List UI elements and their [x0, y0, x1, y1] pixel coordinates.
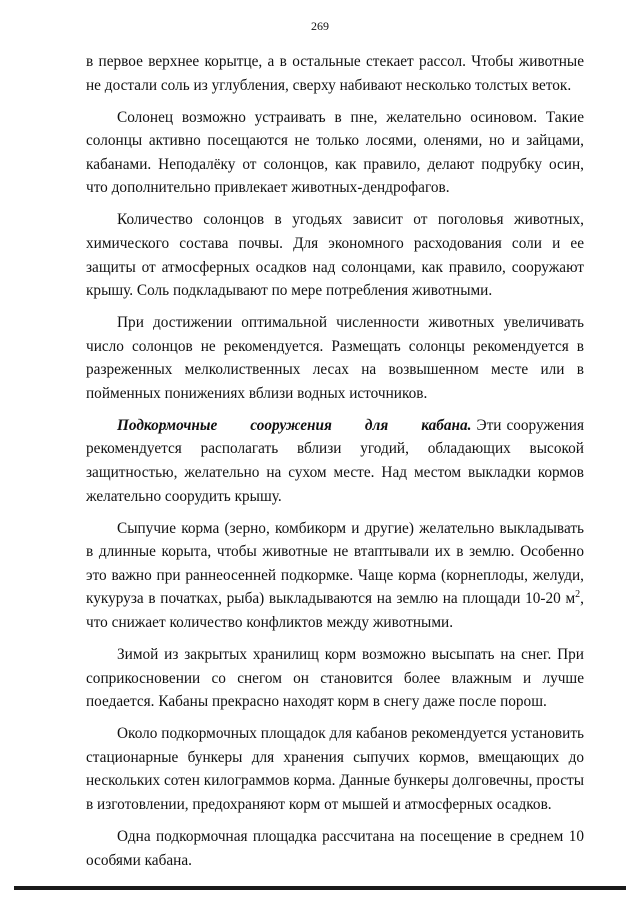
- paragraph-2: Солонец возможно устраивать в пне, желательно осиновом. Такие солонцы активно посещаются не только лосями, оленями, но и зайцами, кабанами. Неподалёку от солонцов, как правило, делают подрубку осин, что дополнительно привлекает животных-дендрофагов.: [86, 108, 584, 197]
- paragraph-5: [86, 414, 584, 508]
- superscript: 2: [575, 589, 581, 601]
- body-text: [86, 50, 584, 881]
- paragraph-6-tail: , что снижает количество конфликтов между животными.: [86, 590, 584, 632]
- paragraph-3: Количество солонцов в угодьях зависит от поголовья животных, химического состава почвы. Для экономного расходования соли и ее защиты от атмосферных осадков над солонцами, как правило, сооружают крышу. Соль подкладывают по мере потребления животными.: [86, 211, 584, 300]
- paragraph-4: При достижении оптимальной численности животных увеличивать число солонцов не рекомендуется. Размещать солонцы рекомендуется в разреженных мелколиственных лесах на возвышенном месте или в пойменных понижениях вблизи водных источников.: [86, 314, 584, 402]
- paragraph-8: Около подкормочных площадок для кабанов рекомендуется установить стационарные бункеры для хранения сыпучих кормов, вмещающих до нескольких сотен килограммов корма. Данные бункеры долговечны, просты в изготовлении, предохраняют корм от мышей и атмосферных осадков.: [86, 725, 584, 813]
- bottom-rule: [14, 886, 626, 890]
- section-heading: Подкормочные сооружения для кабана.: [117, 416, 472, 434]
- paragraph-5-text: Эти сооружения рекомендуется располагать вблизи угодий, обладающих высокой защитностью, желательно на сухом месте. Над местом выкладки кормов желательно соорудить крышу.: [86, 416, 584, 505]
- page-number: 269: [311, 19, 329, 33]
- paragraph-6: [86, 517, 584, 635]
- paragraph-1: в первое верхнее корытце, а в остальные стекает рассол. Чтобы животные не достали соль из углубления, сверху набивают несколько толстых веток.: [86, 53, 584, 94]
- paragraph-9: Одна подкормочная площадка рассчитана на посещение в среднем 10 особями кабана.: [86, 827, 584, 869]
- paragraph-6-text: Сыпучие корма (зерно, комбикорм и другие) желательно выкладывать в длинные корыта, чтобы животные не втаптывали их в землю. Особенно это важно при раннеосенней подкормке. Чаще корма (корнеплоды, желуди, кукуруза в початках, рыба) выкладываются на землю на площади 10-20 м: [86, 519, 584, 608]
- paragraph-7: Зимой из закрытых хранилищ корм возможно высыпать на снег. При соприкосновении со снегом он становится более влажным и лучше поедается. Кабаны прекрасно находят корм в снегу даже после порош.: [86, 646, 584, 711]
